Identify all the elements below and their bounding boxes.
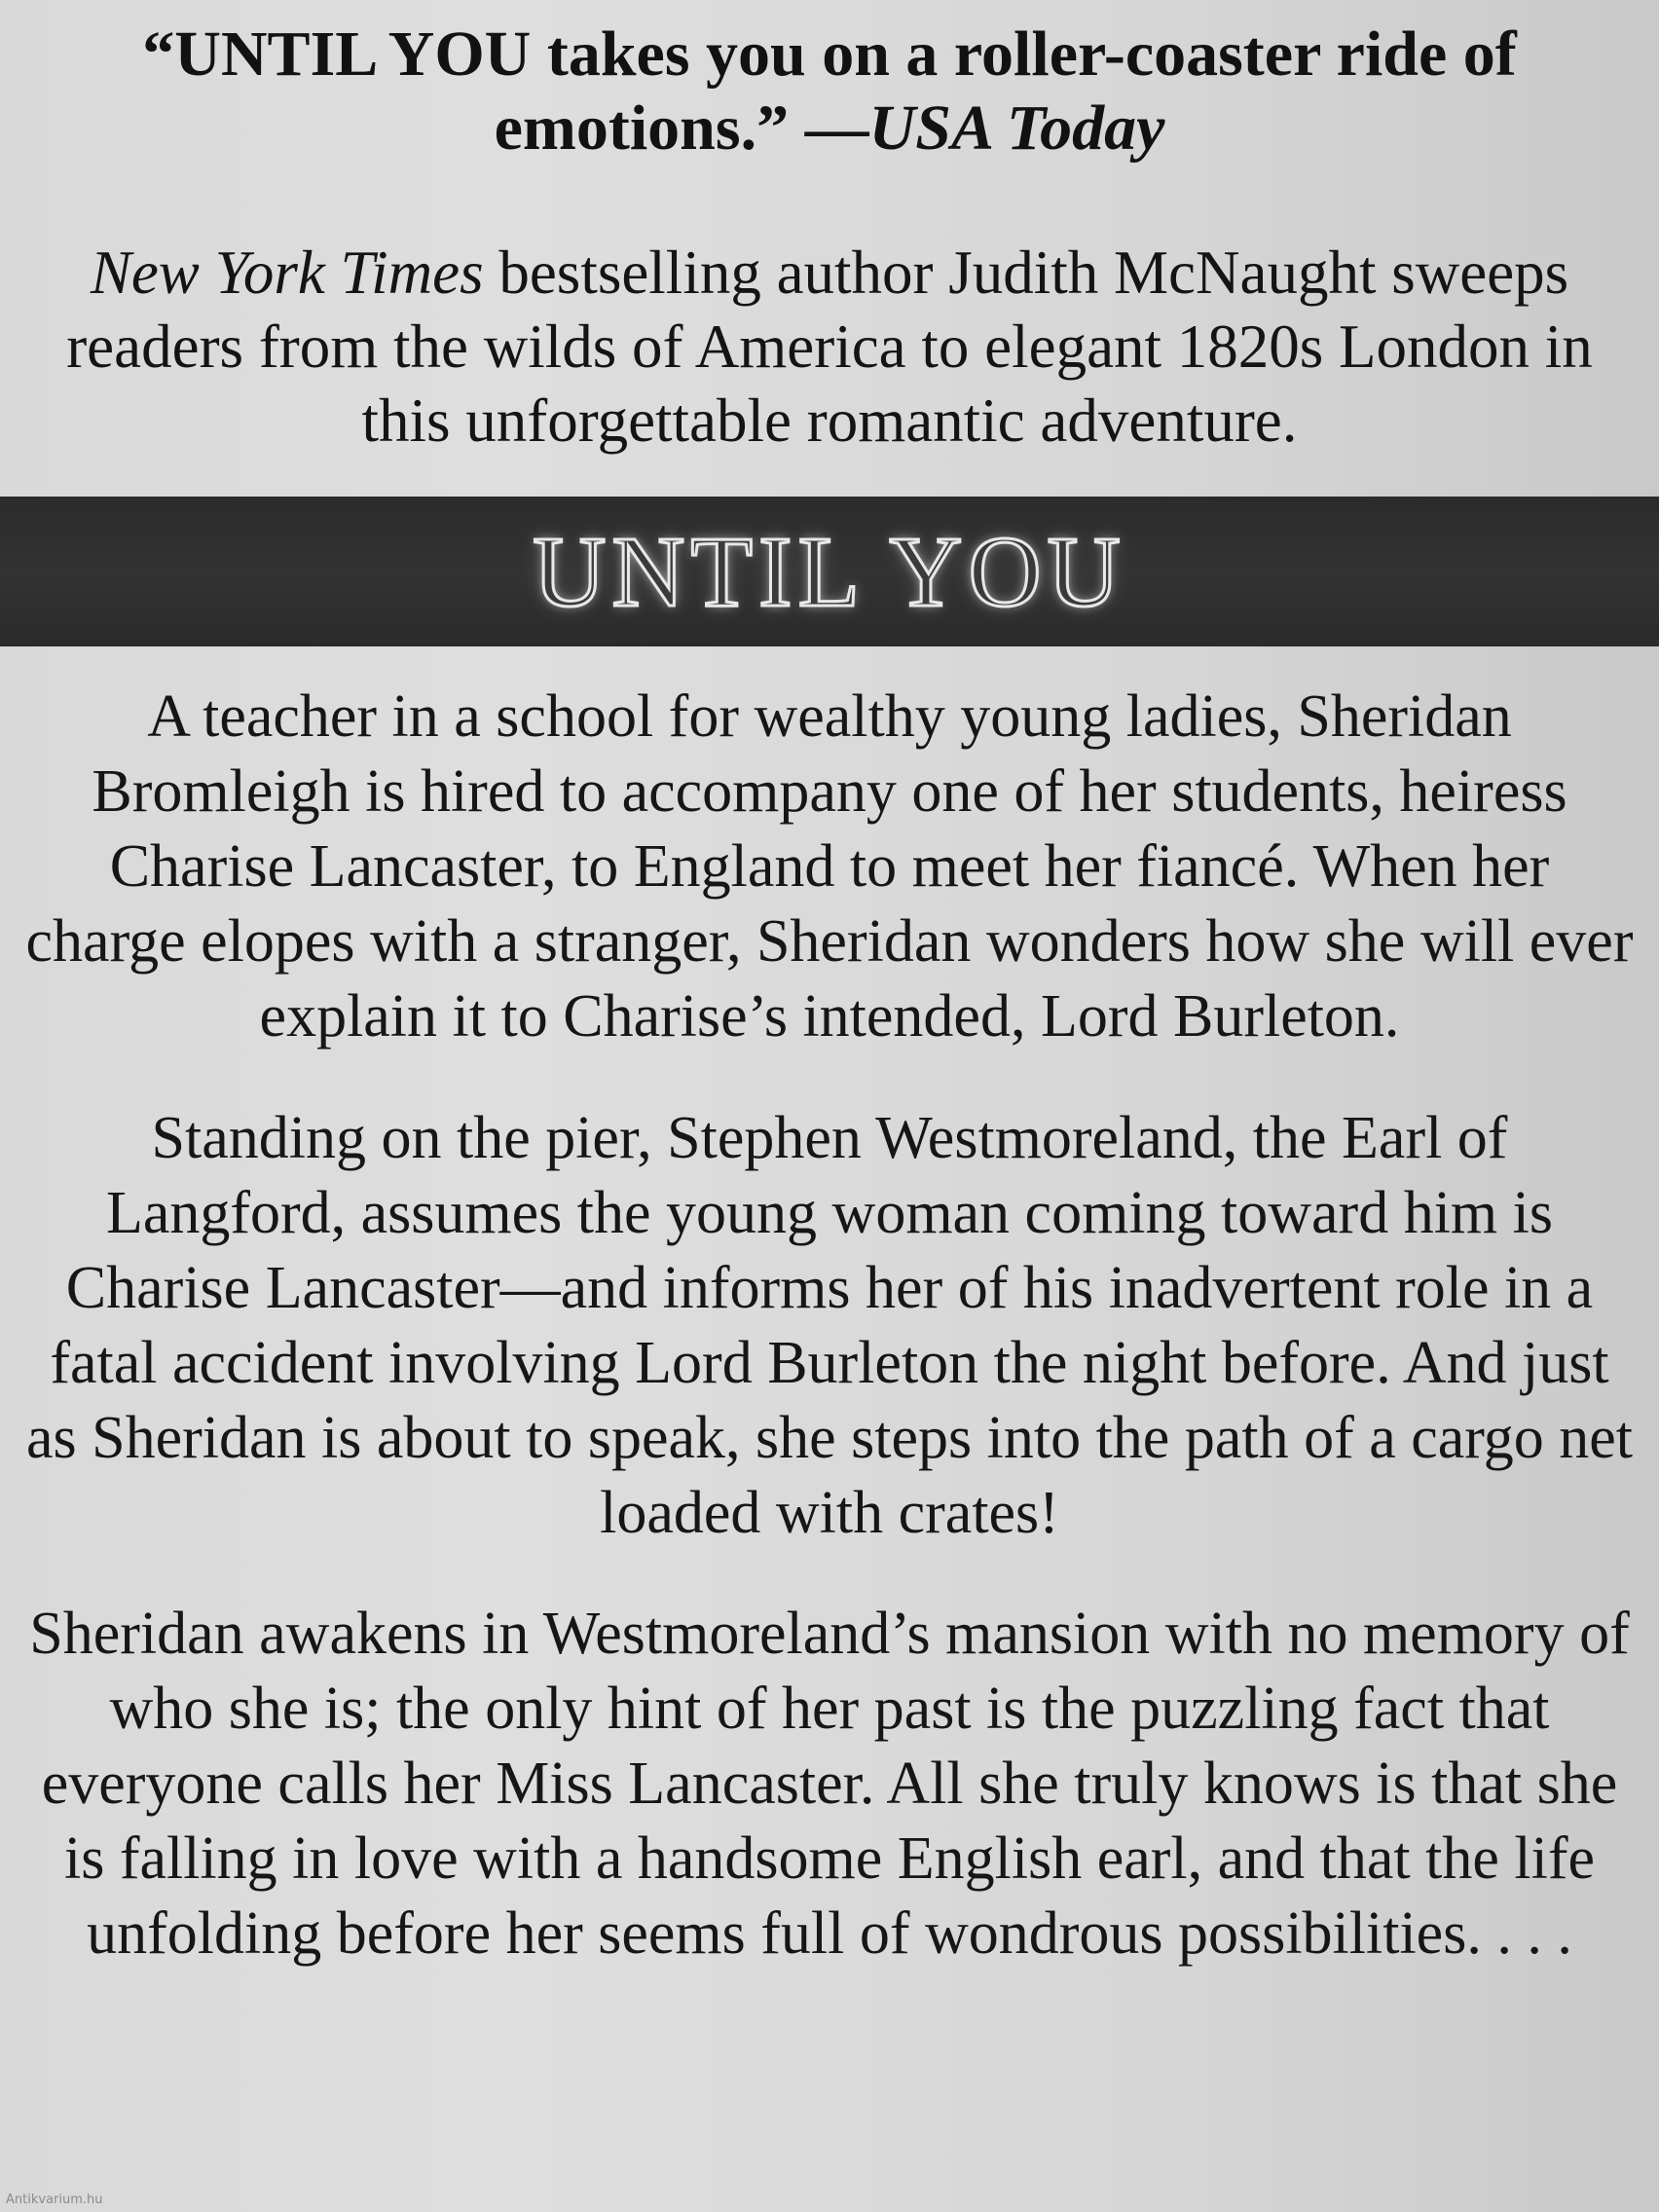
quote-source: USA Today: [868, 92, 1165, 164]
book-title: UNTIL YOU: [533, 515, 1126, 628]
intro-blurb: [29, 236, 1630, 458]
watermark: Antikvarium.hu: [6, 2193, 103, 2207]
synopsis-paragraph-3: Sheridan awakens in Westmoreland’s mansion with no memory of who she is; the only hint of her past is the puzzling fact that everyone calls her Miss Lancaster. All she truly knows is that she is falling in love with a handsome English earl, and that the life unfolding before her seems full of wondrous possibilities. . . .: [29, 1601, 1630, 1967]
title-banner: [0, 497, 1659, 646]
synopsis-paragraph-1: A teacher in a school for wealthy young ladies, Sheridan Bromleigh is hired to accompany one of her students, heiress Charise Lancaster, to England to meet her fiancé. When her charge elopes with a stranger, Sheridan wonders how she will ever explain it to Charise’s intended, Lord Burleton.: [25, 683, 1634, 1050]
review-quote: [39, 18, 1620, 166]
intro-text: bestselling author Judith McNaught sweeps readers from the wilds of America to elegant 1820s London in this unforgettable romantic adventure.: [66, 239, 1593, 455]
intro-publication: New York Times: [90, 239, 484, 307]
quote-text: “UNTIL YOU takes you on a roller-coaster ride of emotions.” —: [142, 18, 1517, 164]
synopsis-paragraph-2: Standing on the pier, Stephen Westmoreland, the Earl of Langford, assumes the young woman coming toward him is Charise Lancaster—and informs her of his inadvertent role in a fatal accident involving Lord Burleton the night before. And just as Sheridan is about to speak, she steps into the path of a cargo net loaded with crates!: [25, 1105, 1634, 1546]
